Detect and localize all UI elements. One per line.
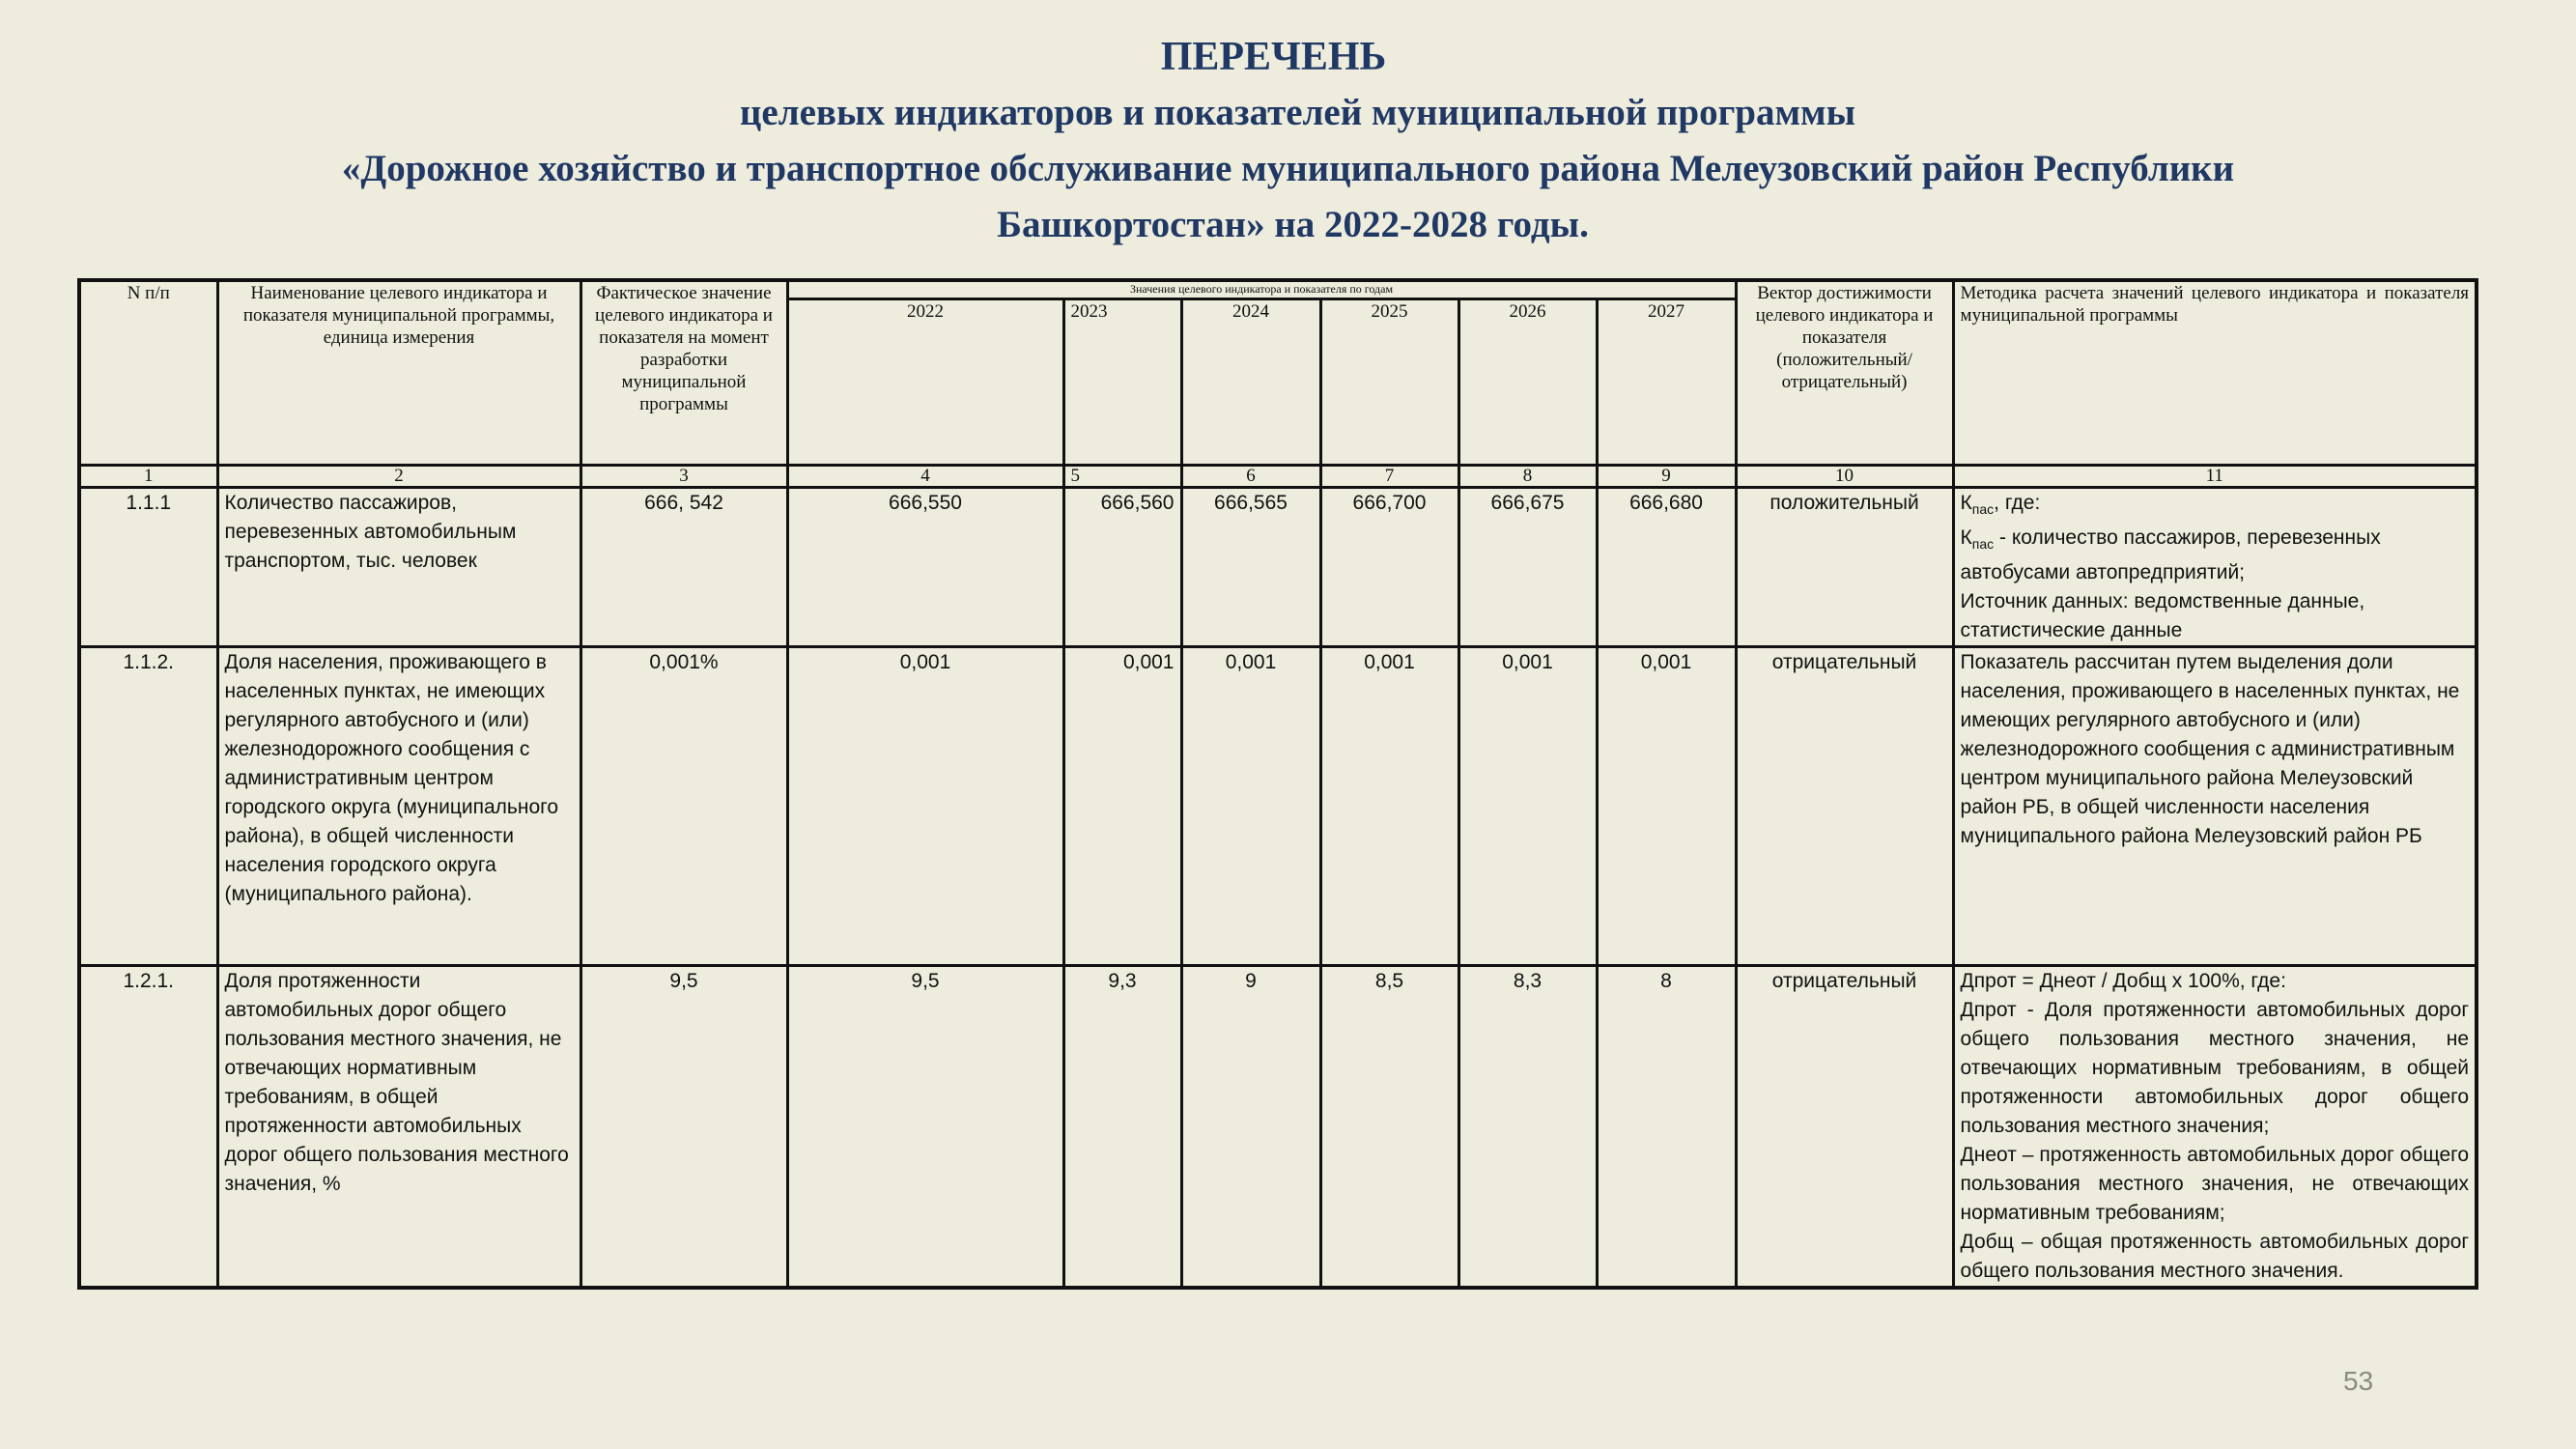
row-num: 1.1.2. <box>79 647 217 966</box>
header-year-2027: 2027 <box>1597 299 1736 466</box>
col-number: 2 <box>217 466 580 488</box>
col-number: 3 <box>580 466 787 488</box>
row-value-2023: 666,560 <box>1063 488 1181 647</box>
row-value-2022: 666,550 <box>787 488 1063 647</box>
col-number: 9 <box>1597 466 1736 488</box>
row-value-2025: 8,5 <box>1320 966 1458 1289</box>
row-value-2024: 666,565 <box>1181 488 1320 647</box>
method-line: Днеот – протяженность автомобильных дорог общего пользования местного значения, не отвечающих нормативным требованиям; <box>1960 1144 2470 1225</box>
header-year-2024: 2024 <box>1181 299 1320 466</box>
method-subscript: пас <box>1971 536 1995 553</box>
header-actual: Фактическое значение целевого индикатора и показателя на момент разработки муниципальной программы <box>580 280 787 466</box>
header-vector: Вектор достижимости целевого индикатора и показателя (положительный/отрицательный) <box>1736 280 1953 466</box>
method-line: Дпрот = Днеот / Добщ х 100%, где: <box>1960 970 2286 993</box>
method-symbol: К <box>1960 492 1972 514</box>
row-actual: 0,001% <box>580 647 787 966</box>
method-subscript: пас <box>1971 501 1995 518</box>
row-num: 1.2.1. <box>79 966 217 1289</box>
header-years-group: Значения целевого индикатора и показателя по годам <box>787 280 1736 299</box>
row-value-2027: 666,680 <box>1597 488 1736 647</box>
row-method <box>1953 488 2477 647</box>
header-method: Методика расчета значений целевого индикатора и показателя муниципальной программы <box>1953 280 2477 466</box>
row-value-2023: 0,001 <box>1063 647 1181 966</box>
col-number: 10 <box>1736 466 1953 488</box>
row-name: Доля протяженности автомобильных дорог общего пользования местного значения, не отвечающих нормативным требованиям, в общей протяженности автомобильных дорог общего пользования местного значения, % <box>217 966 580 1289</box>
method-line <box>1961 524 2470 587</box>
document-title <box>0 29 2576 253</box>
row-vector: отрицательный <box>1736 966 1953 1289</box>
row-actual: 666, 542 <box>580 488 787 647</box>
row-value-2026: 0,001 <box>1458 647 1597 966</box>
row-value-2025: 666,700 <box>1320 488 1458 647</box>
row-value-2027: 8 <box>1597 966 1736 1289</box>
row-actual: 9,5 <box>580 966 787 1289</box>
row-value-2022: 9,5 <box>787 966 1063 1289</box>
col-number: 6 <box>1181 466 1320 488</box>
table-row <box>79 966 2477 1289</box>
col-number: 8 <box>1458 466 1597 488</box>
table-row <box>79 647 2477 966</box>
col-number: 1 <box>79 466 217 488</box>
page-number: 53 <box>2343 1366 2374 1396</box>
header-year-2023: 2023 <box>1063 299 1181 466</box>
header-year-2025: 2025 <box>1320 299 1458 466</box>
row-value-2027: 0,001 <box>1597 647 1736 966</box>
row-vector: отрицательный <box>1736 647 1953 966</box>
method-text: , где: <box>1994 492 2041 514</box>
header-num: N п/п <box>79 280 217 466</box>
method-line: Источник данных: ведомственные данные, статистические данные <box>1960 590 2365 642</box>
row-method: Показатель рассчитан путем выделения доли населения, проживающего в населенных пунктах, не имеющих регулярного автобусного и (или) железнодорожного сообщения с административным центром муниципального района Мелеузовский район РБ, в общей численности населения муниципального района Мелеузовский район РБ <box>1953 647 2477 966</box>
row-name: Доля населения, проживающего в населенных пунктах, не имеющих регулярного автобусного и (или) железнодорожного сообщения с административным центром городского округа (муниципального района), в общей численности населения городского округа (муниципального района). <box>217 647 580 966</box>
row-value-2024: 9 <box>1181 966 1320 1289</box>
col-number: 5 <box>1063 466 1181 488</box>
row-value-2025: 0,001 <box>1320 647 1458 966</box>
title-line-3: «Дорожное хозяйство и транспортное обслуживание муниципального района Мелеузовский район Республики <box>341 148 2235 189</box>
row-value-2023: 9,3 <box>1063 966 1181 1289</box>
col-number: 7 <box>1320 466 1458 488</box>
row-method <box>1953 966 2477 1289</box>
row-num: 1.1.1 <box>79 488 217 647</box>
row-value-2026: 8,3 <box>1458 966 1597 1289</box>
header-year-2026: 2026 <box>1458 299 1597 466</box>
col-number: 4 <box>787 466 1063 488</box>
row-name: Количество пассажиров, перевезенных автомобильным транспортом, тыс. человек <box>217 488 580 647</box>
title-line-1: ПЕРЕЧЕНЬ <box>1160 35 1387 79</box>
title-line-2: целевых индикаторов и показателей муниципальной программы <box>739 92 1856 133</box>
col-number: 11 <box>1953 466 2477 488</box>
method-line: Дпрот - Доля протяженности автомобильных дорог общего пользования местного значения, не отвечающих нормативным требованиям, в общей протяженности автомобильных дорог общего пользования местного значения; <box>1960 999 2470 1138</box>
header-name: Наименование целевого индикатора и показателя муниципальной программы, единица измерения <box>217 280 580 466</box>
method-line <box>1961 489 2470 524</box>
header-year-2022: 2022 <box>787 299 1063 466</box>
row-value-2022: 0,001 <box>787 647 1063 966</box>
indicators-table <box>77 278 2478 1290</box>
method-text: - количество пассажиров, перевезенных автобусами автопредприятий; <box>1960 526 2381 584</box>
method-line: Добщ – общая протяженность автомобильных дорог общего пользования местного значения. <box>1960 1231 2470 1283</box>
table-row <box>79 488 2477 647</box>
row-value-2026: 666,675 <box>1458 488 1597 647</box>
method-symbol: К <box>1960 526 1972 550</box>
row-vector: положительный <box>1736 488 1953 647</box>
title-line-4: Башкортостан» на 2022-2028 годы. <box>997 204 1589 245</box>
row-value-2024: 0,001 <box>1181 647 1320 966</box>
